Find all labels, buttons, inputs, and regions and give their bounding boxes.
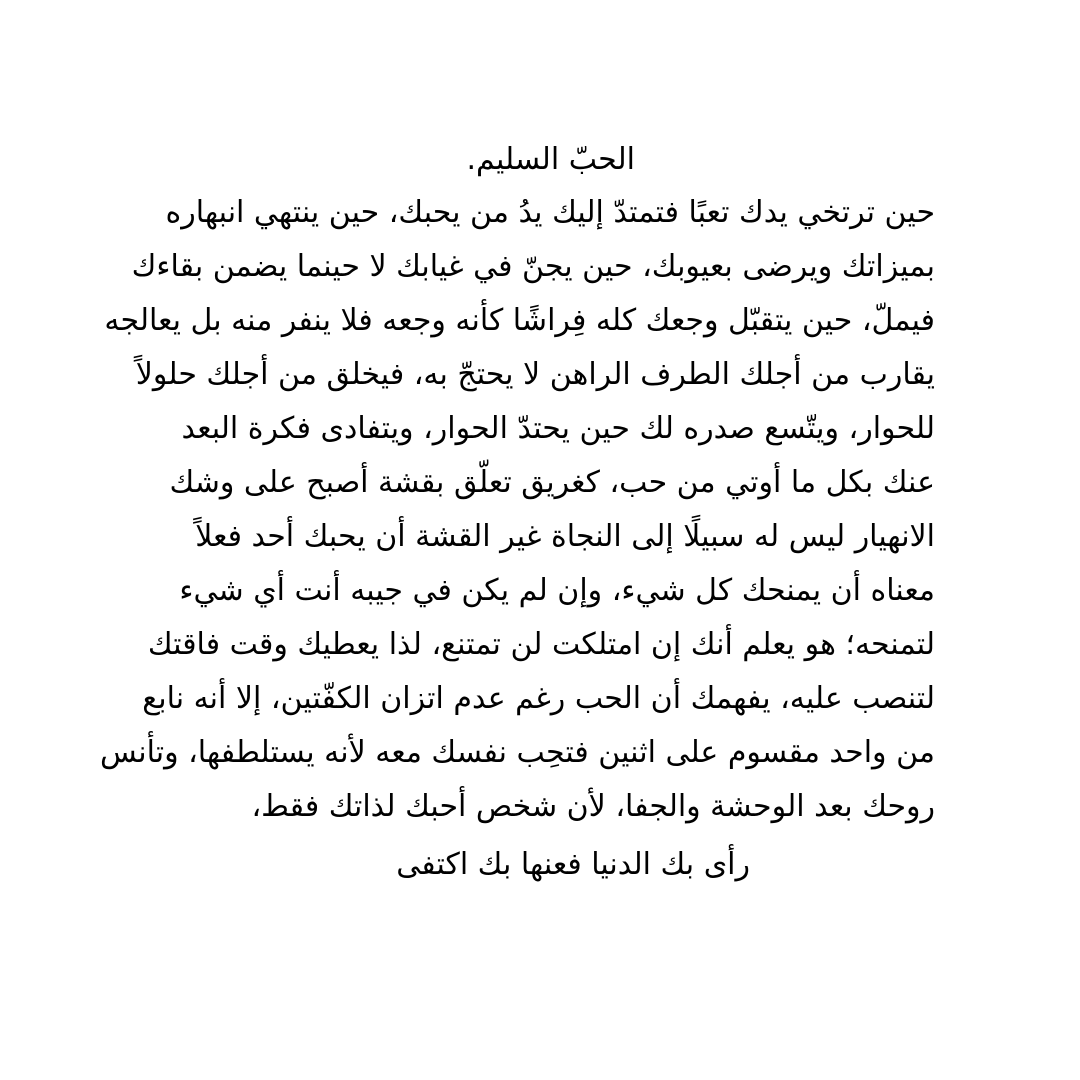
page-title: الحبّ السليم. (466, 142, 635, 177)
text-line-2: بميزاتك ويرضى بعيوبك، حين يجنّ في غيابك لا حينما يضمن بقاءك (131, 249, 935, 284)
text-line-4: يقارب من أجلك الطرف الراهن لا يحتجّ به، فيخلق من أجلك حلولاً (135, 357, 935, 392)
text-line-13: رأى بك الدنيا فعنها بك اكتفى (396, 847, 750, 882)
text-line-11: من واحد مقسوم على اثنين فتحِب نفسك معه لأنه يستلطفها، وتأنس (100, 735, 935, 770)
text-line-12: روحك بعد الوحشة والجفا، لأن شخص أحبك لذاتك فقط، (251, 789, 935, 824)
text-line-6: عنك بكل ما أوتي من حب، كغريق تعلّق بقشة أصبح على وشك (169, 465, 935, 500)
text-line-1: حين ترتخي يدك تعبًا فتمتدّ إليك يدُ من يحبك، حين ينتهي انبهاره (165, 195, 935, 230)
text-line-3: فيملّ، حين يتقبّل وجعك كله فِراشًا كأنه وجعه فلا ينفر منه بل يعالجه (104, 303, 935, 338)
text-line-7: الانهيار ليس له سبيلًا إلى النجاة غير القشة أن يحبك أحد فعلاً (195, 519, 935, 554)
text-line-10: لتنصب عليه، يفهمك أن الحب رغم عدم اتزان الكفّتين، إلا أنه نابع (142, 681, 935, 716)
text-line-9: لتمنحه؛ هو يعلم أنك إن امتلكت لن تمتنع، لذا يعطيك وقت فاقتك (147, 627, 935, 662)
text-line-5: للحوار، ويتّسع صدره لك حين يحتدّ الحوار، ويتفادى فكرة البعد (181, 411, 935, 446)
text-line-8: معناه أن يمنحك كل شيء، وإن لم يكن في جيبه أنت أي شيء (179, 573, 935, 608)
